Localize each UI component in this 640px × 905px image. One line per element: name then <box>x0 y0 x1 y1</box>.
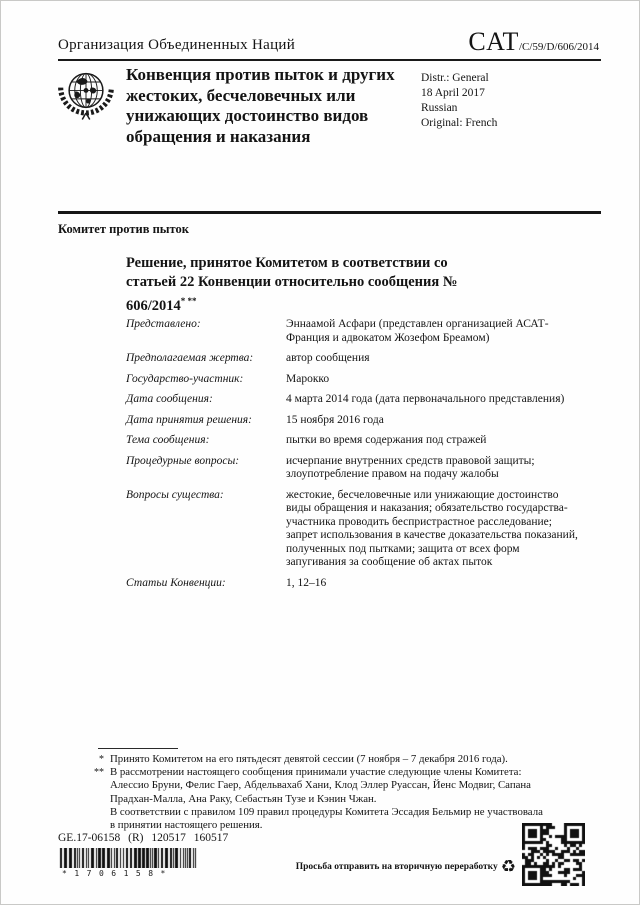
decision-title-text: Решение, принятое Комитетом в соответствии со статьей 22 Конвенции относительно сообщения № 606/2014 <box>126 255 458 314</box>
ge-number: GE.17-06158 (R) 120517 160517 <box>58 832 229 844</box>
footnote-first <box>58 753 546 766</box>
document-symbol-main: CAT <box>468 27 519 56</box>
date-line: 18 April 2017 <box>421 87 485 99</box>
field-row <box>126 434 578 448</box>
field-label: Предполагаемая жертва: <box>126 352 254 364</box>
field-row <box>126 455 578 482</box>
field-row <box>126 393 578 407</box>
document-symbol-rest: /C/59/D/606/2014 <box>518 41 599 53</box>
document-symbol <box>468 27 599 57</box>
qr-code <box>522 823 585 886</box>
field-label: Дата принятия решения: <box>126 413 252 426</box>
footnote-text <box>110 766 546 832</box>
footnote-rule <box>98 748 178 749</box>
footnote-marker: ** <box>94 767 104 779</box>
recycle-text: Просьба отправить на вторичную переработку <box>295 861 498 872</box>
field-label: Представлено: <box>126 318 201 330</box>
convention-title: Конвенция против пыток и других жестоких, бесчеловечных или унижающих достоинство видов обращения и наказания <box>126 65 395 146</box>
un-emblem-icon <box>56 66 116 128</box>
field-value: 15 ноября 2016 года <box>286 413 384 426</box>
recycle-notice <box>295 857 516 876</box>
field-value: исчерпание внутренних средств правовой защиты; злоупотребление правом на подачу жалобы <box>286 454 535 480</box>
case-fields-table <box>126 318 578 597</box>
field-value: пытки во время содержания под стражей <box>286 434 487 446</box>
barcode-digits: *1706158* <box>62 869 173 878</box>
field-label: Вопросы существа: <box>126 488 224 501</box>
field-value: Марокко <box>286 372 330 385</box>
original-language-line: Original: French <box>421 117 498 129</box>
barcode-bars <box>58 848 200 868</box>
footnote-second <box>58 766 546 832</box>
footnote-marker: * <box>99 754 104 765</box>
field-label: Процедурные вопросы: <box>126 454 240 467</box>
barcode <box>58 848 200 878</box>
field-row <box>126 352 578 366</box>
footnote-text-part1: В рассмотрении настоящего сообщения принимали участие следующие члены Комитета: Алессио Бруни, Фелис Гаер, Абдельвахаб Хани, Клод Эллер Руассан, Йенс Модвиг, Сапана Прадхан-Малла, Ана Раку, Себастьян Тузе и Кэнин Чжан. <box>110 766 531 805</box>
decision-title <box>126 254 471 316</box>
field-label: Статьи Конвенции: <box>126 576 226 589</box>
field-label: Тема сообщения: <box>126 434 210 446</box>
distr-line: Distr.: General <box>421 72 489 84</box>
field-value: 4 марта 2014 года (дата первоначального представления) <box>286 393 565 405</box>
field-value: 1, 12–16 <box>286 576 327 589</box>
field-label: Дата сообщения: <box>126 393 213 405</box>
footnotes <box>58 753 546 832</box>
field-row <box>126 414 578 428</box>
field-row <box>126 373 578 387</box>
field-row <box>126 489 578 570</box>
section-rule <box>58 211 601 214</box>
field-value: Эннаамой Асфари (представлен организацией АСАТ-Франция и адвокатом Жозефом Бреамом) <box>286 318 549 344</box>
footnote-text-part2: В соответствии с правилом 109 правил процедуры Комитета Эссадия Бельмир не участвовала в принятии настоящего решения. <box>110 805 543 832</box>
field-row <box>126 318 578 345</box>
org-name: Организация Объединенных Наций <box>58 37 296 53</box>
field-value: автор сообщения <box>286 352 370 364</box>
header-rule <box>58 59 601 61</box>
footnote-markers: * ** <box>180 296 197 306</box>
committee-heading: Комитет против пыток <box>58 222 189 236</box>
field-row <box>126 577 578 591</box>
footnote-text: Принято Комитетом на его пятьдесят девятой сессии (7 ноября – 7 декабря 2016 года). <box>110 753 508 765</box>
recycle-icon: ♻ <box>500 857 516 876</box>
language-line: Russian <box>421 102 458 114</box>
distribution-block <box>421 71 497 131</box>
field-label: Государство-участник: <box>126 372 244 385</box>
field-value: жестокие, бесчеловечные или унижающие достоинство виды обращения и наказания; обязательство государства-участника проводить беспристрастное расследование; запрет использования в качестве доказательства показаний, полученных под пытками; защита от всех форм запугивания за сообщение об актах пыток <box>286 488 578 568</box>
